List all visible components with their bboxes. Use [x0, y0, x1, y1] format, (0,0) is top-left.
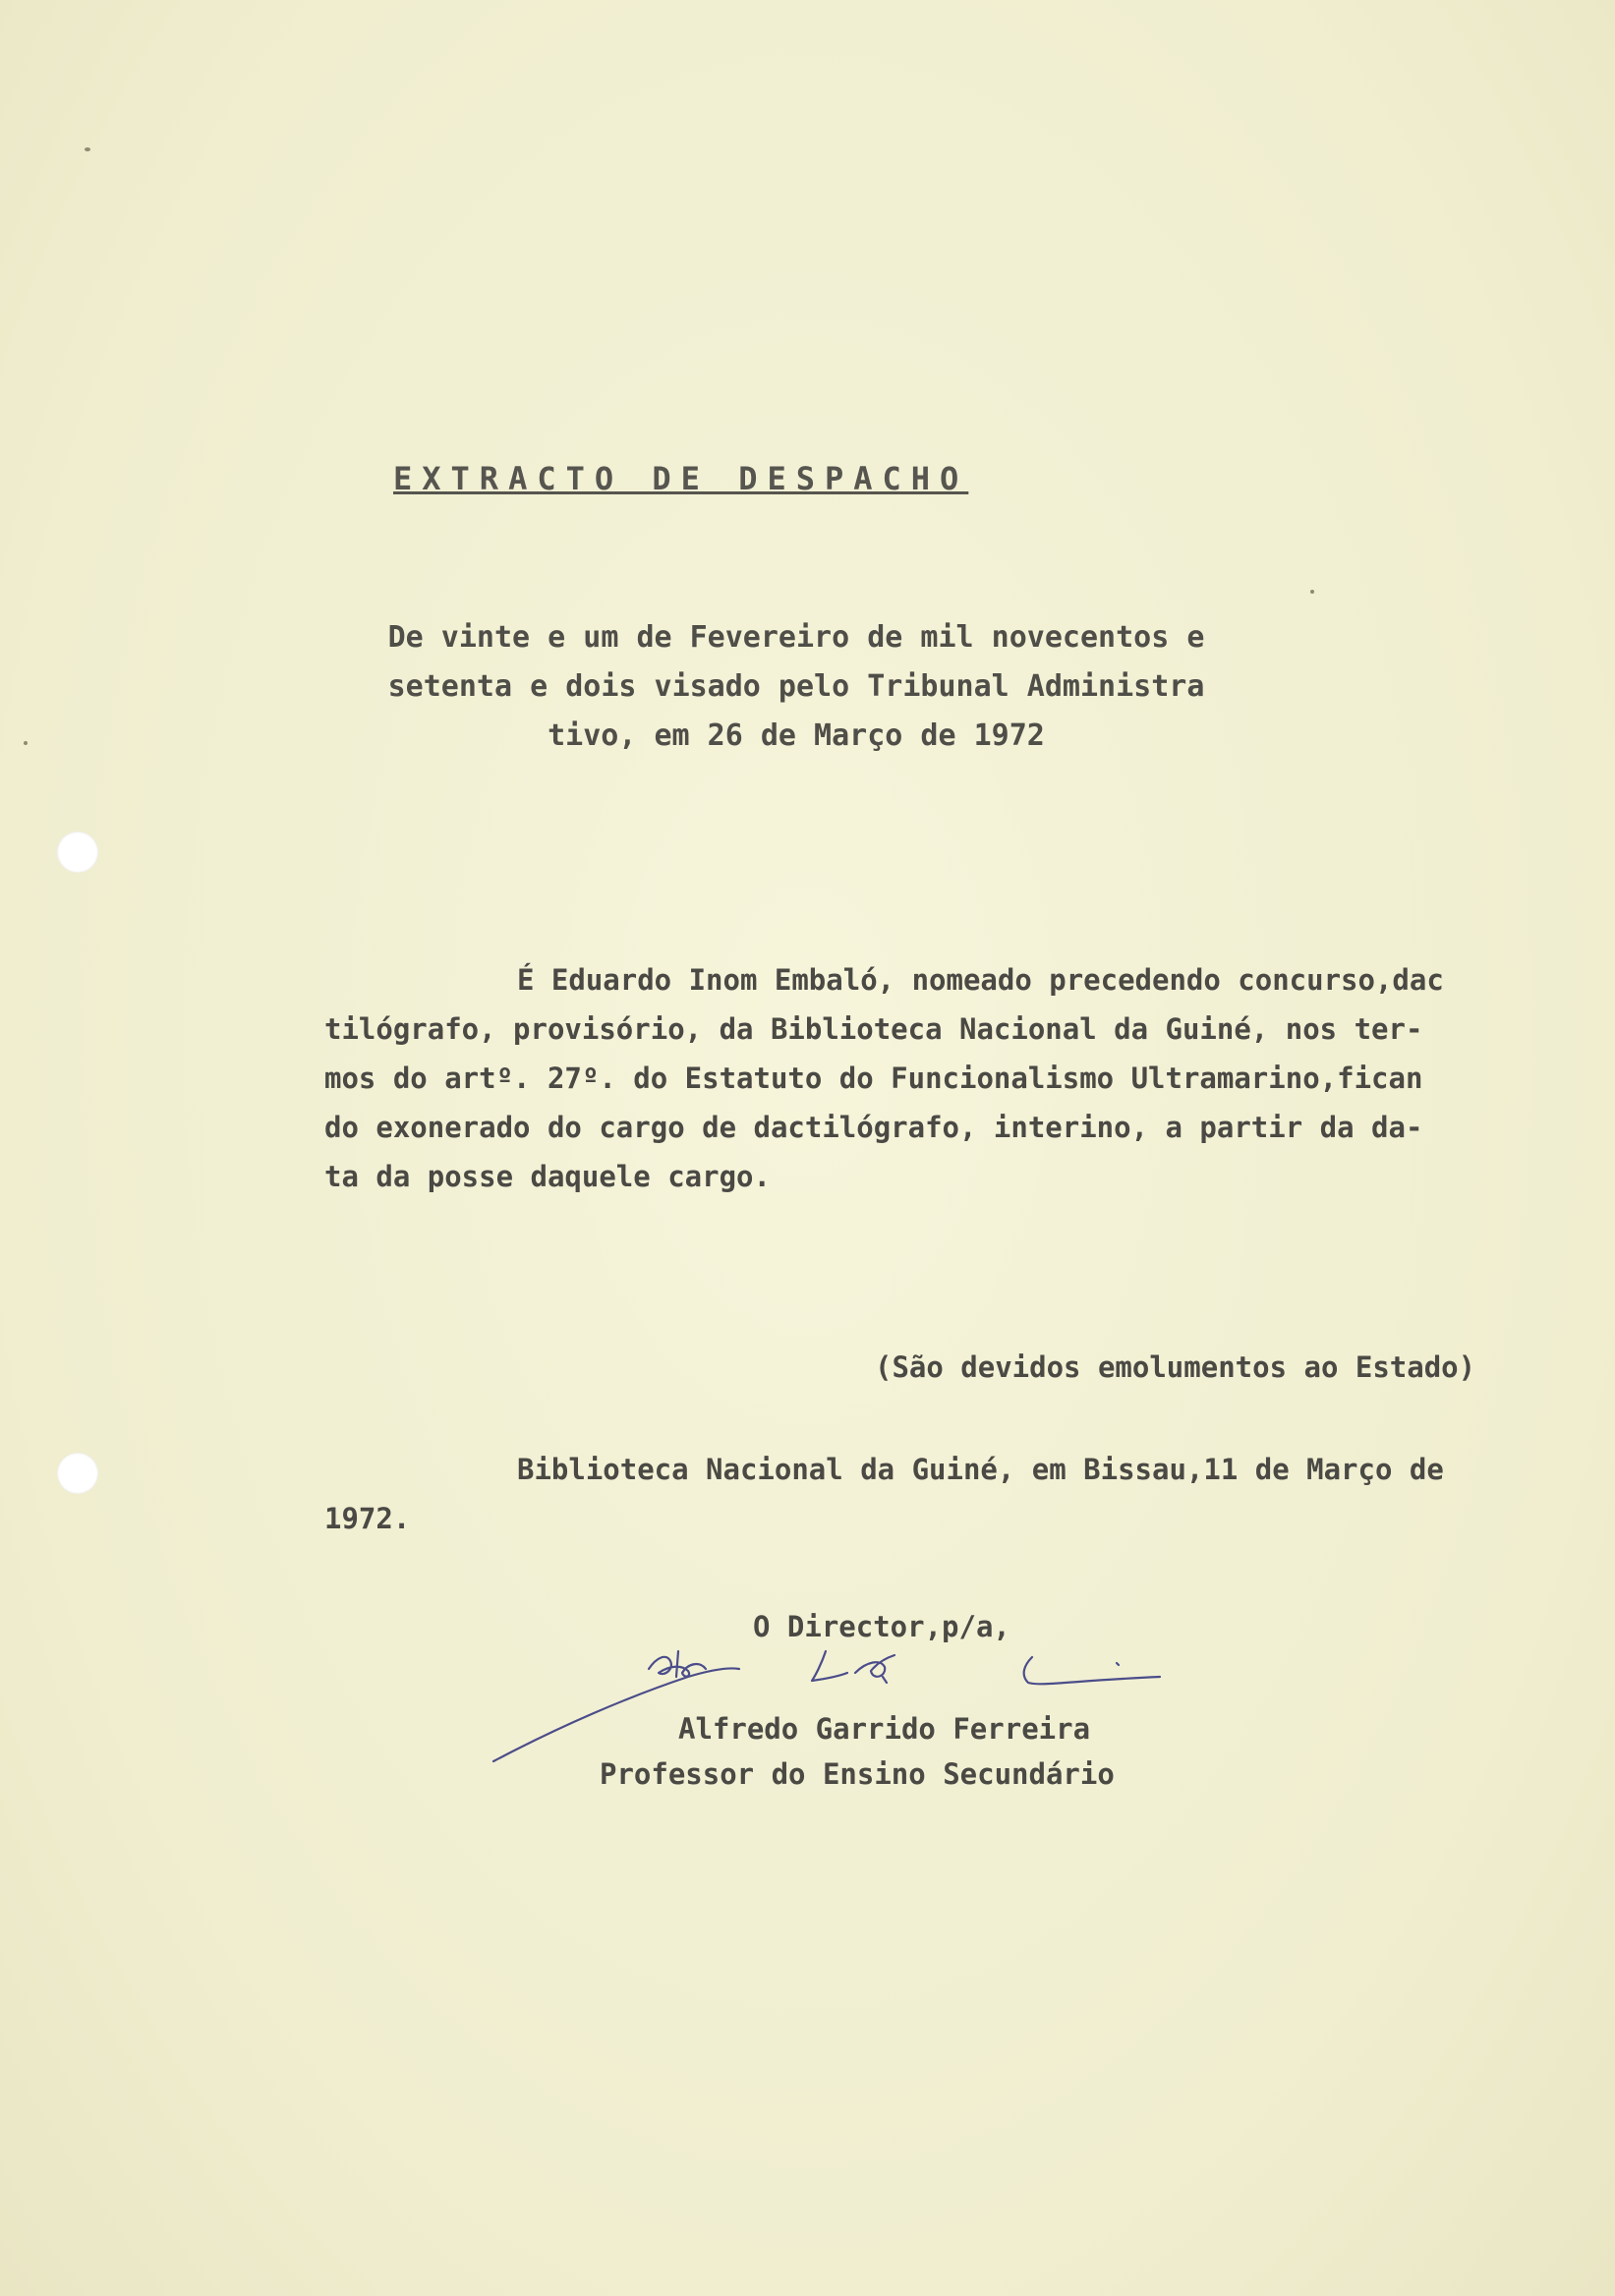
- punch-hole-top: [57, 832, 98, 873]
- heading-line: tivo, em 26 de Março de 1972: [548, 718, 1045, 753]
- emoluments-note: (São devidos emolumentos ao Estado): [875, 1350, 1476, 1384]
- dispatch-heading: [324, 613, 1268, 761]
- paper-speck: [85, 147, 90, 151]
- document-title: EXTRACTO DE DESPACHO: [393, 460, 969, 497]
- punch-hole-bottom: [57, 1453, 98, 1494]
- signatory-name: Alfredo Garrido Ferreira: [678, 1712, 1091, 1746]
- body-line: mos do artº. 27º. do Estatuto do Funcionalismo Ultramarino,fican: [324, 1062, 1423, 1095]
- handwritten-signature: [482, 1647, 1170, 1775]
- dispatch-body: [324, 955, 1592, 1201]
- body-line: É Eduardo Inom Embaló, nomeado precedendo concurso,dac: [517, 963, 1444, 997]
- place-date-line: 1972.: [324, 1502, 411, 1535]
- paper-speck: [24, 741, 28, 745]
- signatory-role: O Director,p/a,: [753, 1610, 1010, 1643]
- body-line: do exonerado do cargo de dactilógrafo, interino, a partir da da-: [324, 1111, 1423, 1144]
- heading-line: De vinte e um de Fevereiro de mil novecentos e: [387, 620, 1205, 655]
- signatory-title: Professor do Ensino Secundário: [600, 1757, 1115, 1791]
- place-date-line: Biblioteca Nacional da Guiné, em Bissau,11 de Março de: [517, 1453, 1444, 1486]
- place-and-date: [324, 1445, 1592, 1543]
- paper-speck: [1310, 590, 1314, 594]
- body-line: tilógrafo, provisório, da Biblioteca Nacional da Guiné, nos ter-: [324, 1012, 1423, 1046]
- body-line: ta da posse daquele cargo.: [324, 1160, 771, 1193]
- heading-line: setenta e dois visado pelo Tribunal Administra: [387, 669, 1205, 704]
